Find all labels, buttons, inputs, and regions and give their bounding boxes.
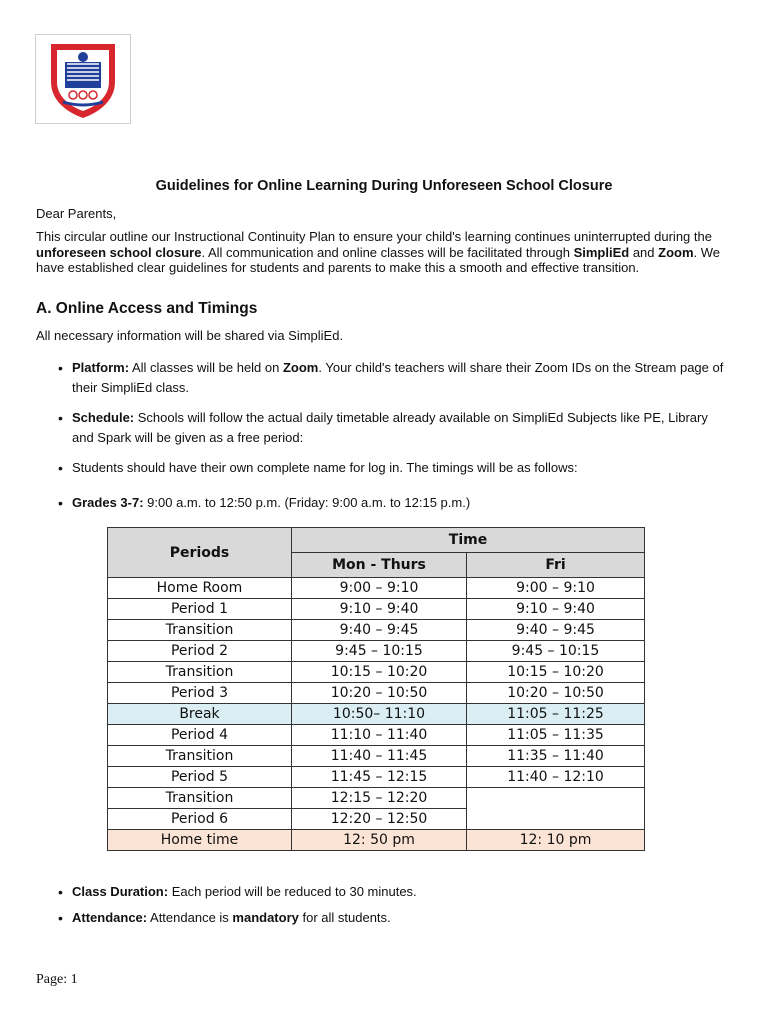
period-cell: Period 1 [108,599,292,620]
period-cell: Period 2 [108,641,292,662]
intro-bold-closure: unforeseen school closure [36,244,202,260]
page-title: Guidelines for Online Learning During Unforeseen School Closure [155,178,613,194]
mon-thurs-cell: 12: 50 pm [292,830,467,851]
mon-thurs-cell: 11:40 – 11:45 [292,746,467,767]
page-number: Page: 1 [36,972,78,987]
table-row [108,704,645,725]
intro-text-3: and [629,244,659,260]
period-cell: Transition [108,662,292,683]
period-cell: Period 3 [108,683,292,704]
table-row [108,683,645,704]
fri-cell: 11:05 – 11:35 [467,725,645,746]
fri-cell: 9:40 – 9:45 [467,620,645,641]
fri-cell: 10:15 – 10:20 [467,662,645,683]
section-heading: A. Online Access and Timings [36,300,258,317]
period-cell: Period 4 [108,725,292,746]
fri-cell: 11:35 – 11:40 [467,746,645,767]
mon-thurs-cell: 9:45 – 10:15 [292,641,467,662]
table-row [108,767,645,788]
table-row [108,620,645,641]
fri-empty-cell [467,788,645,830]
bullet-bold: mandatory [232,910,299,925]
header-mon-thurs: Mon - Thurs [292,553,467,578]
bullet-grades [72,493,732,513]
bullet-login [72,458,732,478]
bullet-label: Schedule: [72,410,135,425]
intro-paragraph [36,229,736,276]
table-row [108,641,645,662]
intro-text-2: . All communication and online classes will be facilitated through [201,244,574,260]
fri-cell: 9:45 – 10:15 [467,641,645,662]
bullet-text: Each period will be reduced to 30 minutes. [168,884,417,899]
bullet-attendance [72,908,732,928]
mon-thurs-cell: 12:15 – 12:20 [292,788,467,809]
mon-thurs-cell: 11:10 – 11:40 [292,725,467,746]
mon-thurs-cell: 10:15 – 10:20 [292,662,467,683]
intro-bold-simplied: SimpliEd [573,244,630,260]
fri-cell: 11:05 – 11:25 [467,704,645,725]
fri-cell: 9:00 – 9:10 [467,578,645,599]
header-fri: Fri [467,553,645,578]
table-row [108,662,645,683]
mon-thurs-cell: 10:20 – 10:50 [292,683,467,704]
period-cell: Period 6 [108,809,292,830]
fri-cell: 9:10 – 9:40 [467,599,645,620]
period-cell: Period 5 [108,767,292,788]
bullet-text: 9:00 a.m. to 12:50 p.m. (Friday: 9:00 a.m. to 12:15 p.m.) [143,495,471,510]
bullet-label: Grades 3-7: [72,495,144,510]
period-cell: Home Room [108,578,292,599]
fri-cell: 11:40 – 12:10 [467,767,645,788]
header-time: Time [292,528,645,553]
mon-thurs-cell: 10:50– 11:10 [292,704,467,725]
table-row [108,578,645,599]
table-row [108,746,645,767]
header-periods: Periods [108,528,292,578]
school-logo [35,34,131,124]
intro-text-1: This circular outline our Instructional Continuity Plan to ensure your child's learning continues uninterrupted during the [36,229,712,244]
home-time-row [108,830,645,851]
fri-cell: 12: 10 pm [467,830,645,851]
bullet-platform [72,358,732,398]
intro-text-4: . We have established clear guidelines for students and parents to make this a smooth and effective transition. [36,244,721,275]
bullet-text: Students should have their own complete name for log in. The timings will be as follows: [72,460,578,475]
period-cell: Home time [108,830,292,851]
mon-thurs-cell: 9:10 – 9:40 [292,599,467,620]
timetable-body [108,578,645,851]
shared-note: All necessary information will be shared via SimpliEd. [36,328,344,343]
mon-thurs-cell: 9:00 – 9:10 [292,578,467,599]
salutation: Dear Parents, [36,206,117,221]
bullet-label: Platform: [72,360,130,375]
bullet-duration [72,882,732,902]
bullet-schedule [72,408,732,448]
bullet-text: All classes will be held on [129,360,283,375]
mon-thurs-cell: 12:20 – 12:50 [292,809,467,830]
bullet-text: . Your child's teachers will share their Zoom IDs on the Stream page of their SimpliEd class. [72,360,724,395]
bullet-label: Class Duration: [72,884,169,899]
table-row [108,788,645,809]
fri-cell: 10:20 – 10:50 [467,683,645,704]
timetable [107,527,645,851]
table-row [108,599,645,620]
mon-thurs-cell: 9:40 – 9:45 [292,620,467,641]
bullet-text: for all students. [298,910,391,925]
bullet-label: Attendance: [72,910,148,925]
bullet-bold: Zoom [282,360,319,375]
bullet-text: Schools will follow the actual daily timetable already available on SimpliEd Subjects like PE, Library and Spark will be given as a free period: [72,410,708,445]
period-cell: Break [108,704,292,725]
period-cell: Transition [108,620,292,641]
table-row [108,725,645,746]
period-cell: Transition [108,788,292,809]
intro-bold-zoom: Zoom [658,244,694,260]
bullet-text: Attendance is [147,910,233,925]
period-cell: Transition [108,746,292,767]
school-crest-icon [45,38,121,120]
mon-thurs-cell: 11:45 – 12:15 [292,767,467,788]
